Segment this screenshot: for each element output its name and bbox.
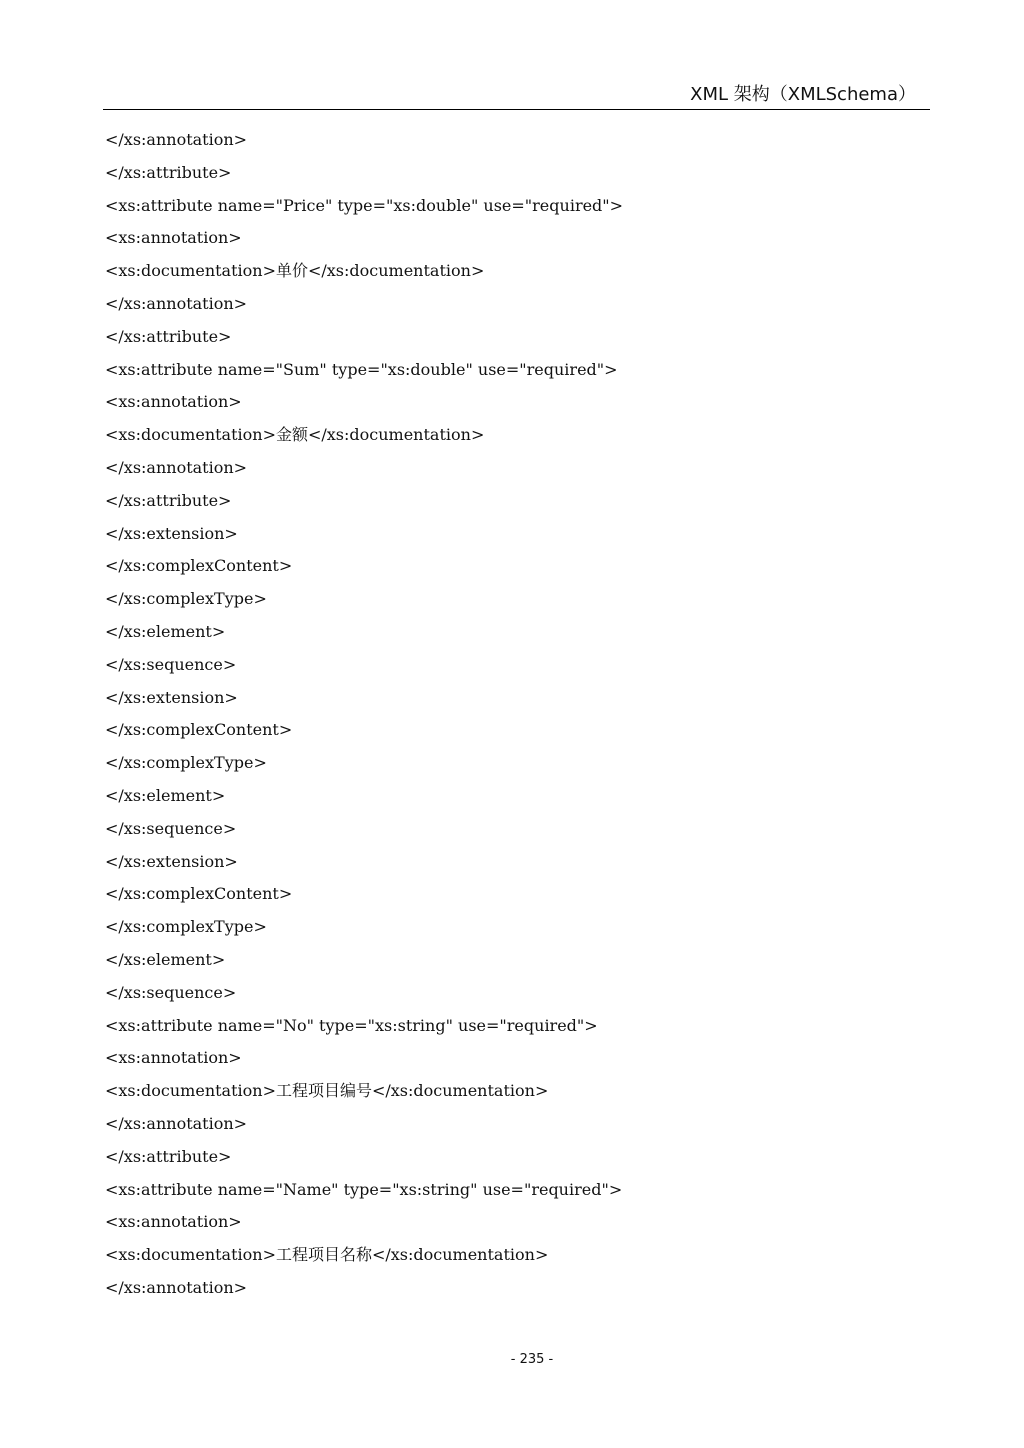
header-title: XML 架构（XMLSchema） [690,84,916,105]
code-line: </xs:annotation> [105,1277,248,1297]
code-line: </xs:attribute> [105,1146,232,1166]
page-number: - 235 - [510,1352,554,1367]
code-line: </xs:complexContent> [105,884,293,904]
code-line: <xs:documentation>金额</xs:documentation> [105,425,485,445]
code-line: </xs:complexType> [105,917,267,937]
code-line: <xs:documentation>单价</xs:documentation> [105,261,485,281]
code-line: <xs:attribute name="Sum" type="xs:double" use="required"> [105,359,618,379]
code-line: </xs:sequence> [105,654,237,674]
code-line: </xs:annotation> [105,457,248,477]
code-line: </xs:attribute> [105,162,232,182]
header-rule [103,109,930,110]
code-line: <xs:documentation>工程项目编号</xs:documentation> [105,1081,549,1101]
code-line: </xs:complexContent> [105,556,293,576]
code-line: </xs:extension> [105,523,238,543]
code-line: <xs:annotation> [105,228,242,248]
code-line: </xs:attribute> [105,490,232,510]
code-line: <xs:annotation> [105,1048,242,1068]
code-line: </xs:complexType> [105,753,267,773]
code-listing [105,124,925,1305]
code-line: </xs:annotation> [105,130,248,149]
code-line: </xs:extension> [105,851,238,871]
code-line: </xs:extension> [105,687,238,707]
code-line: </xs:element> [105,785,226,805]
code-line: <xs:attribute name="Name" type="xs:string" use="required"> [105,1179,623,1199]
code-line: </xs:element> [105,949,226,969]
code-line: <xs:attribute name="Price" type="xs:double" use="required"> [105,195,624,215]
code-line: </xs:annotation> [105,1113,248,1133]
code-line: <xs:documentation>工程项目名称</xs:documentation> [105,1245,549,1265]
code-line: </xs:annotation> [105,293,248,313]
code-line: <xs:attribute name="No" type="xs:string" use="required"> [105,1015,598,1035]
code-line: </xs:complexContent> [105,720,293,740]
code-line: </xs:complexType> [105,589,267,609]
code-line: </xs:sequence> [105,982,237,1002]
code-line: <xs:annotation> [105,392,242,412]
code-line: <xs:annotation> [105,1212,242,1232]
code-line: </xs:sequence> [105,818,237,838]
code-line: </xs:attribute> [105,326,232,346]
code-line: </xs:element> [105,621,226,641]
